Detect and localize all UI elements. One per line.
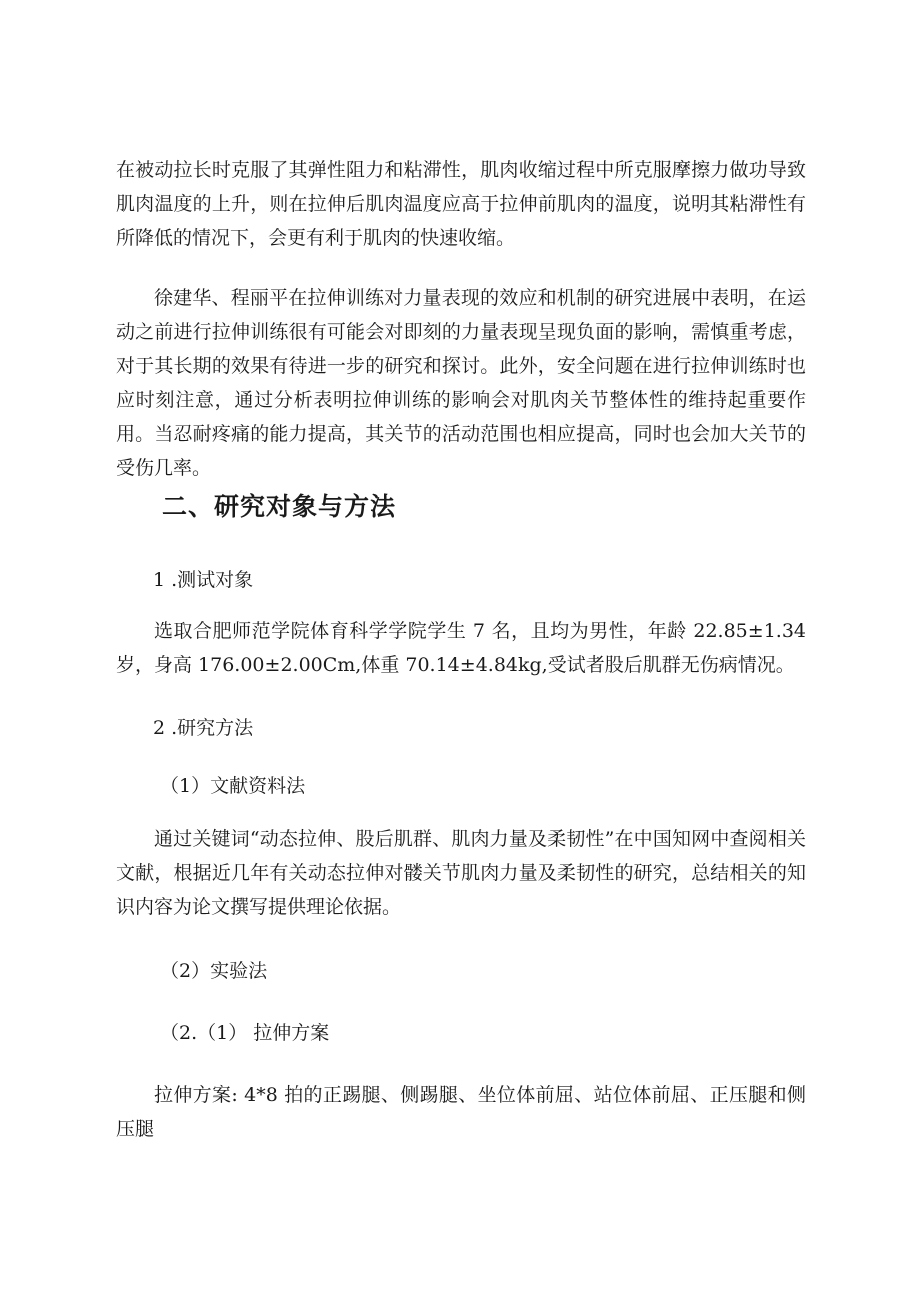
paragraph-stretching-research: 徐建华、程丽平在拉伸训练对力量表现的效应和机制的研究进展中表明，在运动之前进行拉伸训练很有可能会对即刻的力量表现呈现负面的影响，需慎重考虑，对于其长期的效果有待进一步的研究和探讨。此外，安全问题在进行拉伸训练时也应时刻注意，通过分析表明拉伸训练的影响会对肌肉关节整体性的维持起重要作用。当忍耐疼痛的能力提高，其关节的活动范围也相应提高，同时也会加大关节的受伤几率。 — [116, 287, 806, 479]
subheading-research-methods: 2 .研究方法 — [153, 717, 254, 739]
paragraph-muscle-temperature: 在被动拉长时克服了其弹性阻力和粘滞性，肌肉收缩过程中所克服摩擦力做功导致肌肉温度的上升，则在拉伸后肌肉温度应高于拉伸前肌肉的温度，说明其粘滞性有所降低的情况下，会更有利于肌肉的快速收缩。 — [116, 159, 806, 249]
paragraph-subject-description: 选取合肥师范学院体育科学学院学生 7 名，且均为男性，年龄 22.85±1.34 岁，身高 176.00±2.00Cm,体重 70.14±4.84kg,受试者股后肌群无伤病情况。 — [116, 620, 806, 676]
subheading-stretching-plan: （2.（1） 拉伸方案 — [160, 1022, 330, 1044]
paragraph-literature-review: 通过关键词“动态拉伸、股后肌群、肌肉力量及柔韧性”在中国知网中查阅相关文献，根据近几年有关动态拉伸对髅关节肌肉力量及柔韧性的研究，总结相关的知识内容为论文撰写提供理论依据。 — [116, 828, 806, 918]
subheading-test-subjects: 1 .测试对象 — [153, 569, 254, 591]
paragraph-stretching-plan: 拉伸方案: 4*8 拍的正踢腿、侧踢腿、坐位体前屈、站位体前屈、正压腿和侧压腿 — [116, 1084, 806, 1140]
subheading-experiment-method: （2）实验法 — [160, 960, 268, 982]
section-heading-research-objects-methods: 二、研究对象与方法 — [162, 492, 397, 521]
subheading-literature-method: （1）文献资料法 — [160, 775, 306, 797]
